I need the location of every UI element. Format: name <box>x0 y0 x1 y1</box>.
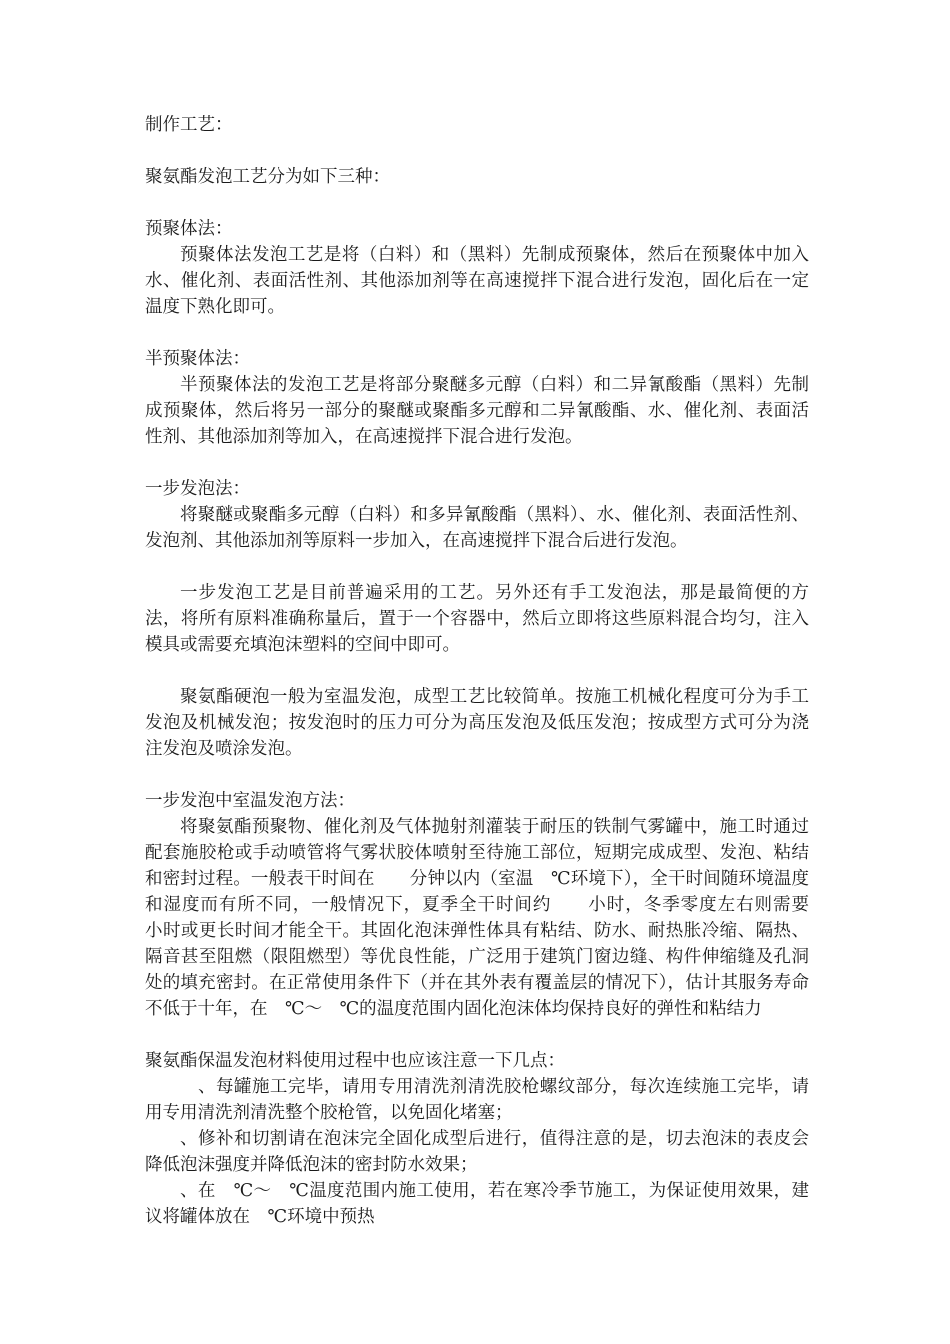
section-heading-one-step: 一步发泡法： <box>145 479 250 499</box>
section-heading-prepolymer: 预聚体法： <box>145 219 233 239</box>
room-temp-paragraph: 将聚氨酯预聚物、催化剂及气体抛射剂灌装于耐压的铁制气雾罐中，施工时通过配套施胶枪或手动喷管将气雾状胶体喷射至待施工部位，短期完成成型、发泡、粘结和密封过程。一般表干时间在 分钟以内（室温 ℃环境下），全干时间随环境温度和湿度而有所不同，一般情况下，夏季全干时间约 小时，冬季零度左右则需要 小时或更长时间才能全干。其固化泡沫弹性体具有粘结、防水、耐热胀冷缩、隔热、隔音甚至阻燃（限阻燃型）等优良性能，广泛用于建筑门窗边缝、构件伸缩缝及孔洞处的填充密封。在正常使用条件下（并在其外表有覆盖层的情况下），估计其服务寿命不低于十年，在 ℃～ ℃的温度范围内固化泡沫体均保持良好的弹性和粘结力 <box>145 817 844 1019</box>
paragraph-one-step-common: 一步发泡工艺是目前普遍采用的工艺。另外还有手工发泡法，那是最简便的方法，将所有原料准确称量后，置于一个容器中，然后立即将这些原料混合均匀，注入模具或需要充填泡沫塑料的空间中即可。 <box>145 583 809 655</box>
note-item: 、每罐施工完毕，请用专用清洗剂清洗胶枪螺纹部分，每次连续施工完毕，请用专用清洗剂清洗整个胶枪管，以免固化堵塞； <box>145 1077 809 1123</box>
document-page <box>145 112 844 1230</box>
section-paragraph-one-step: 将聚醚或聚酯多元醇（白料）和多异氰酸酯（黑料）、水、催化剂、表面活性剂、发泡剂、其他添加剂等原料一步加入，在高速搅拌下混合后进行发泡。 <box>145 505 809 551</box>
intro-line: 聚氨酯发泡工艺分为如下三种： <box>145 167 390 187</box>
section-paragraph-prepolymer: 预聚体法发泡工艺是将（白料）和（黑料）先制成预聚体，然后在预聚体中加入水、催化剂、表面活性剂、其他添加剂等在高速搅拌下混合进行发泡，固化后在一定温度下熟化即可。 <box>145 245 809 317</box>
document-title: 制作工艺： <box>145 115 233 135</box>
section-heading-semi-prepolymer: 半预聚体法： <box>145 349 250 369</box>
note-item: 、在 ℃～ ℃温度范围内施工使用，若在寒冷季节施工，为保证使用效果，建议将罐体放在 ℃环境中预热 <box>145 1181 809 1227</box>
note-item: 、修补和切割请在泡沫完全固化成型后进行，值得注意的是，切去泡沫的表皮会降低泡沫强度并降低泡沫的密封防水效果； <box>145 1129 809 1175</box>
room-temp-heading: 一步发泡中室温发泡方法： <box>145 791 355 811</box>
paragraph-rigid-foam: 聚氨酯硬泡一般为室温发泡，成型工艺比较简单。按施工机械化程度可分为手工发泡及机械发泡；按发泡时的压力可分为高压发泡及低压发泡；按成型方式可分为浇注发泡及喷涂发泡。 <box>145 687 809 759</box>
section-paragraph-semi-prepolymer: 半预聚体法的发泡工艺是将部分聚醚多元醇（白料）和二异氰酸酯（黑料）先制成预聚体，然后将另一部分的聚醚或聚酯多元醇和二异氰酸酯、水、催化剂、表面活性剂、其他添加剂等加入，在高速搅拌下混合进行发泡。 <box>145 375 809 447</box>
notes-heading: 聚氨酯保温发泡材料使用过程中也应该注意一下几点： <box>145 1051 565 1071</box>
